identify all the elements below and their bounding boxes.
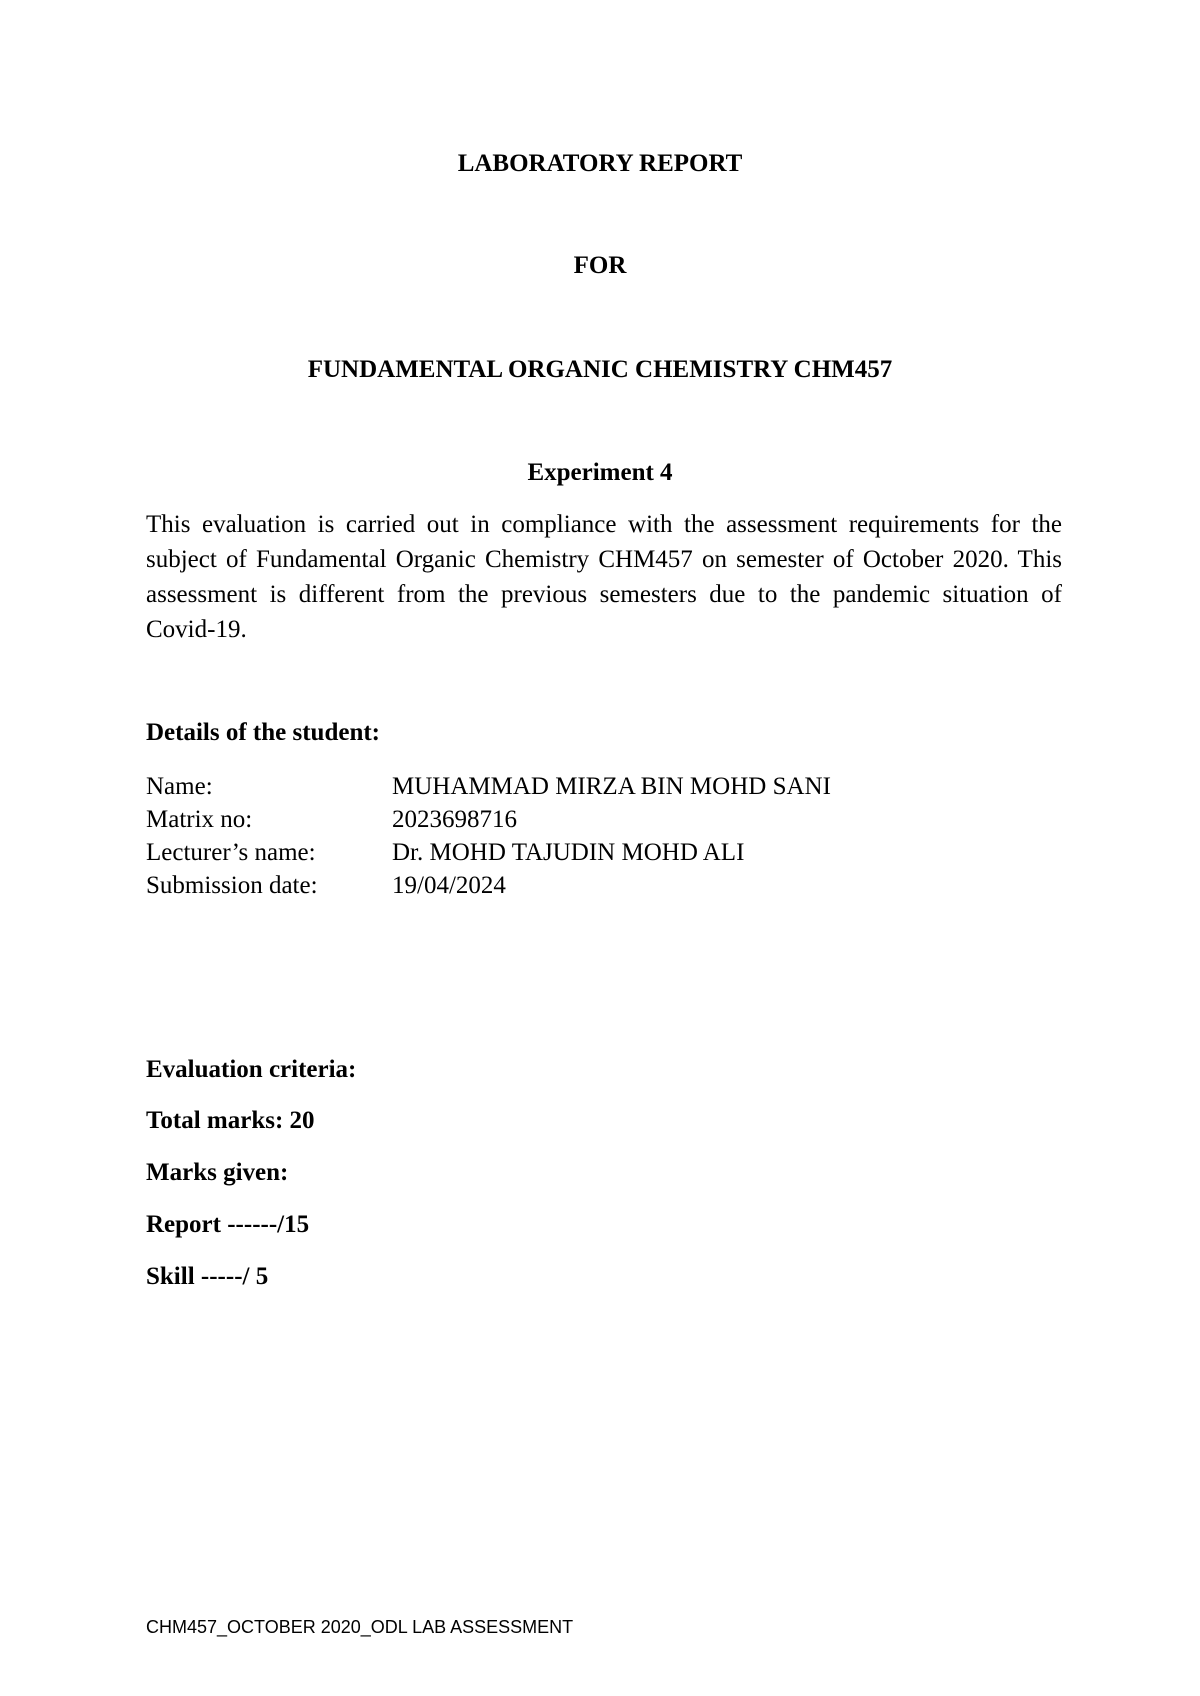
page-footer: CHM457_OCTOBER 2020_ODL LAB ASSESSMENT (146, 1617, 574, 1637)
detail-label: Lecturer’s name: (146, 839, 316, 866)
experiment-heading: Experiment 4 (527, 459, 673, 486)
lecturer-name: Dr. MOHD TAJUDIN MOHD ALI (392, 839, 745, 866)
matrix-number: 2023698716 (392, 806, 517, 833)
submission-date: 19/04/2024 (392, 872, 506, 899)
detail-label: Submission date: (146, 872, 318, 899)
total-marks: Total marks: 20 (146, 1107, 315, 1134)
detail-label: Matrix no: (146, 806, 253, 833)
evaluation-criteria-heading: Evaluation criteria: (146, 1056, 357, 1083)
detail-label: Name: (146, 773, 213, 800)
skill-marks: Skill -----/ 5 (146, 1263, 269, 1290)
detail-row-lecturer (146, 836, 1046, 869)
student-name: MUHAMMAD MIRZA BIN MOHD SANI (392, 773, 831, 800)
detail-row-submission (146, 869, 1046, 902)
course-title: FUNDAMENTAL ORGANIC CHEMISTRY CHM457 (307, 356, 893, 383)
detail-row-matrix (146, 803, 1046, 836)
report-title: LABORATORY REPORT (457, 150, 743, 177)
report-title-for: FOR (573, 252, 627, 279)
student-details-heading: Details of the student: (146, 719, 381, 746)
detail-row-name (146, 770, 1046, 803)
student-details-table (146, 770, 1046, 902)
report-marks: Report ------/15 (146, 1211, 310, 1238)
intro-paragraph: This evaluation is carried out in compliance with the assessment requirements for the subject of Fundamental Organic Chemistry CHM457 on semester of October 2020. This assessment is different from the previous semesters due to the pandemic situation of Covid-19. (146, 511, 1062, 643)
marks-given: Marks given: (146, 1159, 289, 1186)
